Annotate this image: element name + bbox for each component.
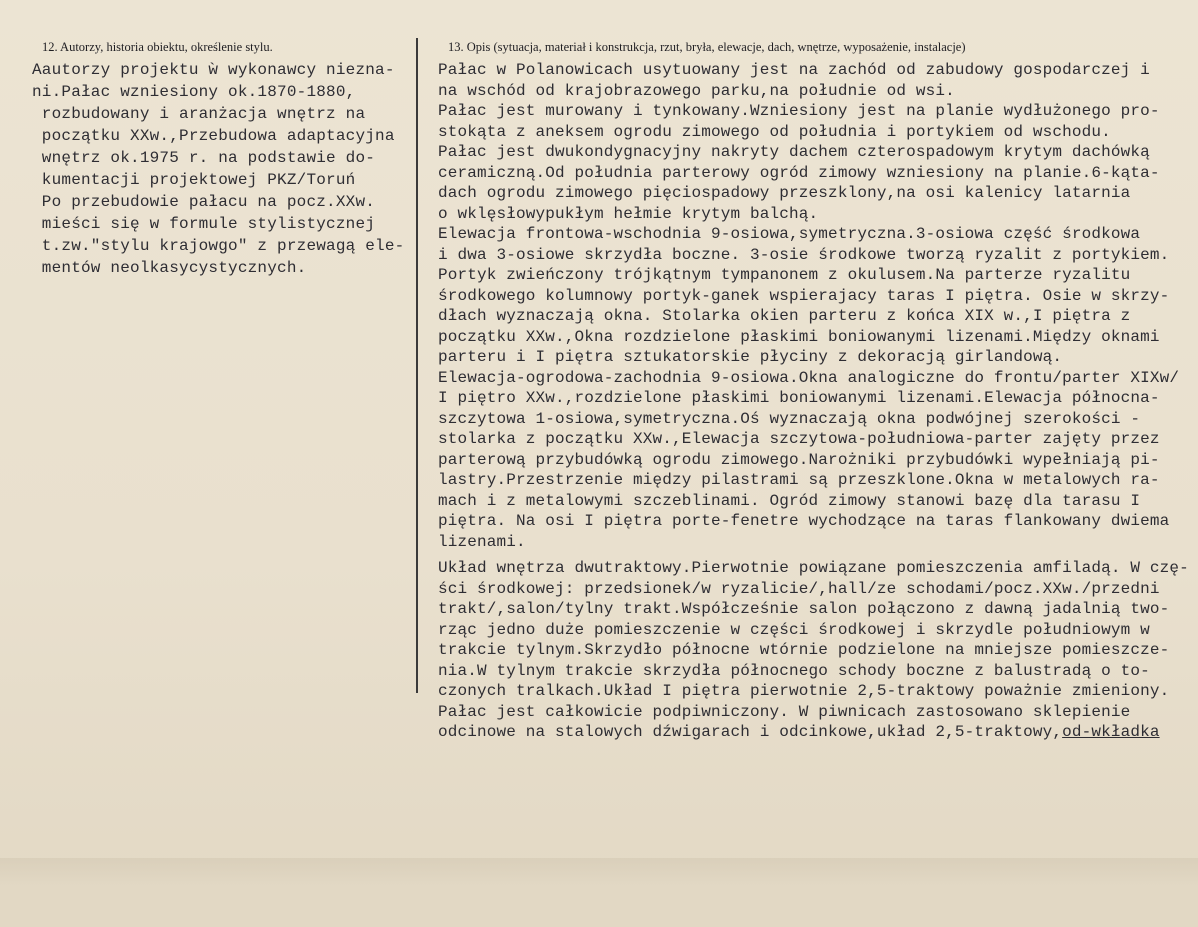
right-text-line: Pałac w Polanowicach usytuowany jest na zachód od zabudowy gospodarczej i — [438, 61, 1150, 79]
right-text-line: stolarka z początku XXw.,Elewacja szczytowa-południowa-parter zajęty przez — [438, 430, 1160, 448]
right-text-line: na wschód od krajobrazowego parku,na południe od wsi. — [438, 81, 955, 100]
right-text-line: ceramiczną.Od południa parterowy ogród zimowy wzniesiony na planie.6-kąta- — [438, 163, 1160, 182]
right-text-line-last — [438, 722, 1198, 743]
section-13-heading: 13. Opis (sytuacja, materiał i konstrukcja, rzut, bryła, elewacje, dach, wnętrze, wyposażenie, instalacje) — [448, 40, 966, 54]
left-text-line: początku XXw.,Przebudowa adaptacyjna — [32, 126, 395, 145]
right-text-line: Portyk zwieńczony trójkątnym tympanonem z okulusem.Na parterze ryzalitu — [438, 266, 1131, 284]
right-text-line: trakcie tylnym.Skrzydło północne wtórnie podzielone na mniejsze pomieszcze- — [438, 641, 1170, 659]
right-text-line: Pałac jest całkowicie podpiwniczony. W piwnicach zastosowano sklepienie — [438, 702, 1131, 721]
right-text-line: lizenami. — [438, 532, 526, 551]
left-text-line: Po przebudowie pałacu na pocz.XXw. — [32, 192, 376, 211]
right-text-line: środkowego kolumnowy portyk-ganek wspierajacy taras I piętra. Osie w skrzy- — [438, 286, 1170, 305]
right-text-line: I piętro XXw.,rozdzielone płaskimi boniowanymi lizenami.Elewacja północna- — [438, 389, 1160, 407]
last-line-text: odcinowe na stalowych dźwigarach i odcinkowe,układ 2,5-traktowy, — [438, 723, 1063, 741]
right-text-line: trakt/,salon/tylny trakt.Współcześnie salon połączono z dawną jadalnią two- — [438, 600, 1170, 618]
right-text-line: o wklęsłowypukłym hełmie krytym balchą. — [438, 204, 819, 223]
column-divider — [416, 38, 418, 693]
right-text-line: rząc jedno duże pomieszczenie w części środkowej i skrzydle południowym w — [438, 620, 1150, 639]
right-text-line: parterową przybudówką ogrodu zimowego.Narożniki przybudówki wypełniają pi- — [438, 450, 1160, 469]
right-text-line: parteru i I piętra sztukatorskie płyciny z dekoracją girlandową. — [438, 348, 1063, 366]
left-text-line: mieści się w formule stylistycznej — [32, 214, 376, 233]
right-text-line: Elewacja frontowa-wschodnia 9-osiowa,symetryczna.3-osiowa część środkowa — [438, 225, 1141, 243]
right-text-line: ści środkowej: przedsionek/w ryzalicie/,hall/ze schodami/pocz.XXw./przedni — [438, 579, 1160, 598]
right-text-line: Układ wnętrza dwutraktowy.Pierwotnie powiązane pomieszczenia amfiladą. W czę- — [438, 559, 1189, 577]
right-text-line: Elewacja-ogrodowa-zachodnia 9-osiowa.Okna analogiczne do frontu/parter XIXw/ — [438, 368, 1180, 387]
right-text-line: Pałac jest murowany i tynkowany.Wzniesiony jest na planie wydłużonego pro- — [438, 102, 1160, 120]
right-text-line: Pałac jest dwukondygnacyjny nakryty dachem czterospadowym krytym dachówką — [438, 143, 1150, 161]
right-text-line: lastry.Przestrzenie między pilastrami są przeszklone.Okna w metalowych ra- — [438, 471, 1160, 489]
right-text-line: i dwa 3-osiowe skrzydła boczne. 3-osie środkowe tworzą ryzalit z portykiem. — [438, 245, 1170, 264]
right-text-line: czonych tralkach.Układ I piętra pierwotnie 2,5-traktowy poważnie zmieniony. — [438, 682, 1170, 700]
right-text-line: stokąta z aneksem ogrodu zimowego od południa i portykiem od wschodu. — [438, 122, 1111, 141]
left-text-line: Aautorzy projektu ẁ wykonawcy niezna- — [32, 61, 395, 79]
left-text-line: t.zw."stylu krajowgo" z przewagą ele- — [32, 236, 405, 255]
continuation-note: od-wkładka — [1062, 723, 1160, 741]
left-text-line: mentów neolkasycystycznych. — [32, 258, 307, 277]
right-text-line: nia.W tylnym trakcie skrzydła północnego schody boczne z balustradą o to- — [438, 661, 1150, 680]
left-column — [32, 36, 410, 279]
left-text-line: ni.Pałac wzniesiony ok.1870-1880, — [32, 82, 356, 101]
left-text-line: wnętrz ok.1975 r. na podstawie do- — [32, 148, 376, 167]
right-text-line: piętra. Na osi I piętra porte-fenetre wychodzące na taras flankowany dwiema — [438, 512, 1170, 530]
right-column — [438, 36, 1198, 743]
right-text-line: początku XXw.,Okna rozdzielone płaskimi boniowanymi lizenami.Między oknami — [438, 327, 1160, 346]
right-text-line: mach i z metalowymi szczeblinami. Ogród zimowy stanowi bazę dla tarasu I — [438, 491, 1141, 510]
left-text-line: rozbudowany i aranżacja wnętrz na — [32, 104, 366, 123]
paper-fold-shadow — [0, 858, 1198, 927]
right-text-line: dłach wyznaczają okna. Stolarka okien parteru z końca XIX w.,I piętra z — [438, 307, 1131, 325]
right-text-line: dach ogrodu zimowego pięciospadowy przeszklony,na osi kalenicy latarnia — [438, 184, 1131, 202]
section-12-heading: 12. Autorzy, historia obiektu, określenie stylu. — [42, 40, 273, 54]
right-text-line: szczytowa 1-osiowa,symetryczna.Oś wyznaczają okna podwójnej szerokości - — [438, 409, 1141, 428]
left-text-line: kumentacji projektowej PKZ/Toruń — [32, 170, 356, 189]
